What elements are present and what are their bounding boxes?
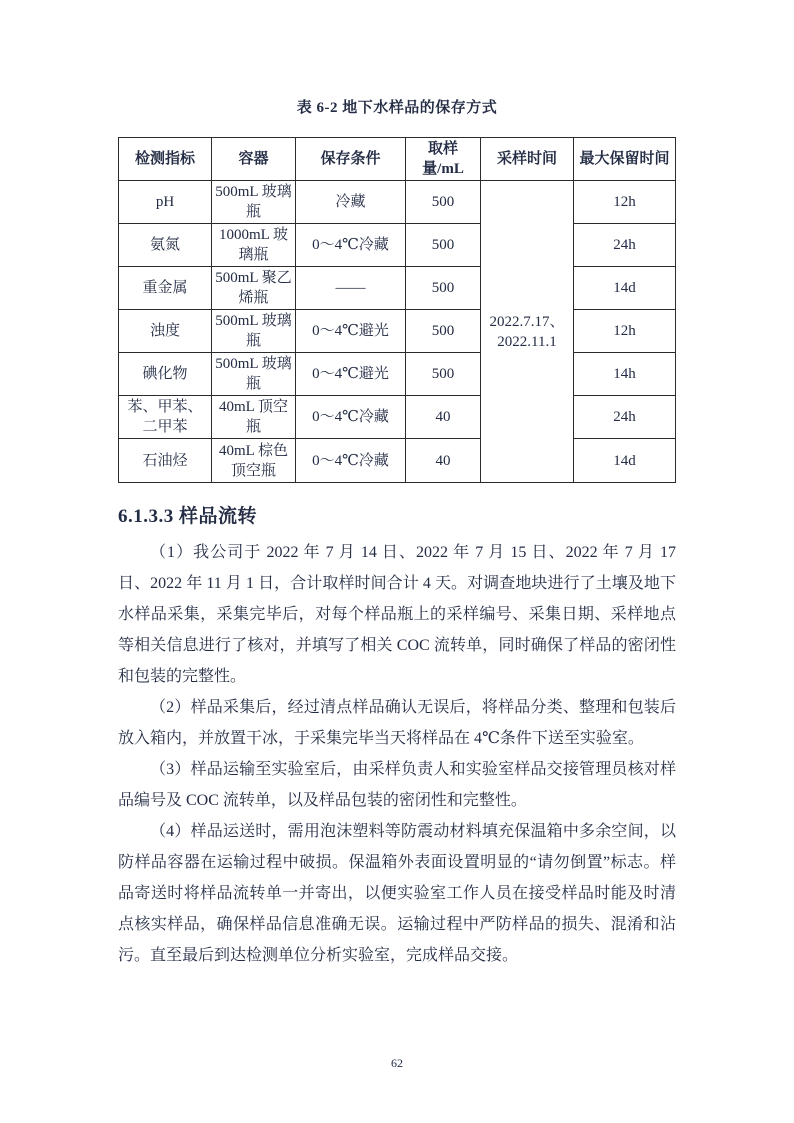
cell-indicator: 苯、甲苯、二甲苯 [119,396,212,439]
page-content [118,0,676,971]
cell-container: 500mL 玻璃瓶 [212,353,296,396]
table-row [119,224,676,267]
page-number: 62 [391,1056,403,1070]
cell-container: 40mL 顶空瓶 [212,396,296,439]
cell-max-retention: 24h [574,224,676,267]
cell-max-retention: 14h [574,353,676,396]
header-sampling-time: 采样时间 [481,138,574,181]
header-max-retention: 最大保留时间 [574,138,676,181]
paragraph-1: （1）我公司于 2022 年 7 月 14 日、2022 年 7 月 15 日、2022 年 7 月 17 日、2022 年 11 月 1 日，合计取样时间合计 4 天。对调查地块进行了土壤及地下水样品采集，采集完毕后，对每个样品瓶上的采样编号、采集日期、采样地点等相关信息进行了核对，并填写了相关 COC 流转单，同时确保了样品的密闭性和包装的完整性。 [118,544,676,685]
cell-indicator: pH [119,181,212,224]
cell-max-retention: 12h [574,181,676,224]
table-row [119,396,676,439]
cell-container: 500mL 玻璃瓶 [212,310,296,353]
header-container: 容器 [212,138,296,181]
sampling-time-line2: 2022.11.1 [497,333,557,350]
cell-condition: 0～4℃冷藏 [296,396,406,439]
cell-container: 1000mL 玻璃瓶 [212,224,296,267]
cell-max-retention: 24h [574,396,676,439]
header-indicator: 检测指标 [119,138,212,181]
section-heading: 6.1.3.3 样品流转 [118,506,258,527]
cell-volume: 500 [406,353,481,396]
table-row [119,267,676,310]
cell-indicator: 浊度 [119,310,212,353]
cell-indicator: 碘化物 [119,353,212,396]
cell-container: 500mL 玻璃瓶 [212,181,296,224]
cell-condition: 冷藏 [296,181,406,224]
paragraph-4: （4）样品运送时，需用泡沫塑料等防震动材料填充保温箱中多余空间，以防样品容器在运输过程中破损。保温箱外表面设置明显的“请勿倒置”标志。样品寄送时将样品流转单一并寄出，以便实验室工作人员在接受样品时能及时清点核实样品，确保样品信息准确无误。运输过程中严防样品的损失、混淆和沾污。直至最后到达检测单位分析实验室，完成样品交接。 [118,823,676,964]
cell-container: 40mL 棕色顶空瓶 [212,439,296,483]
cell-volume: 500 [406,181,481,224]
cell-volume: 500 [406,310,481,353]
cell-max-retention: 12h [574,310,676,353]
cell-condition: 0～4℃冷藏 [296,224,406,267]
cell-indicator: 重金属 [119,267,212,310]
table-header-row [119,138,676,181]
cell-condition: —— [296,267,406,310]
cell-condition: 0～4℃冷藏 [296,439,406,483]
header-condition: 保存条件 [296,138,406,181]
table-row [119,439,676,483]
paragraph-3: （3）样品运输至实验室后，由采样负责人和实验室样品交接管理员核对样品编号及 COC 流转单，以及样品包装的密闭性和完整性。 [118,761,676,809]
table-row [119,181,676,224]
section-body [118,537,676,971]
cell-volume: 40 [406,439,481,483]
cell-indicator: 石油烃 [119,439,212,483]
cell-container: 500mL 聚乙烯瓶 [212,267,296,310]
paragraph-2: （2）样品采集后，经过清点样品确认无误后，将样品分类、整理和包装后放入箱内，并放置干冰，于采集完毕当天将样品在 4℃条件下送至实验室。 [118,699,676,747]
cell-sampling-time-merged [481,181,574,483]
cell-volume: 500 [406,267,481,310]
cell-volume: 40 [406,396,481,439]
groundwater-sample-storage-table [118,137,676,483]
table-row [119,353,676,396]
cell-indicator: 氨氮 [119,224,212,267]
table-caption: 表 6-2 地下水样品的保存方式 [296,100,498,116]
sampling-time-line1: 2022.7.17、 [489,313,565,330]
header-volume: 取样量/mL [406,138,481,181]
cell-condition: 0～4℃避光 [296,310,406,353]
cell-condition: 0～4℃避光 [296,353,406,396]
table-row [119,310,676,353]
cell-max-retention: 14d [574,439,676,483]
cell-volume: 500 [406,224,481,267]
cell-max-retention: 14d [574,267,676,310]
